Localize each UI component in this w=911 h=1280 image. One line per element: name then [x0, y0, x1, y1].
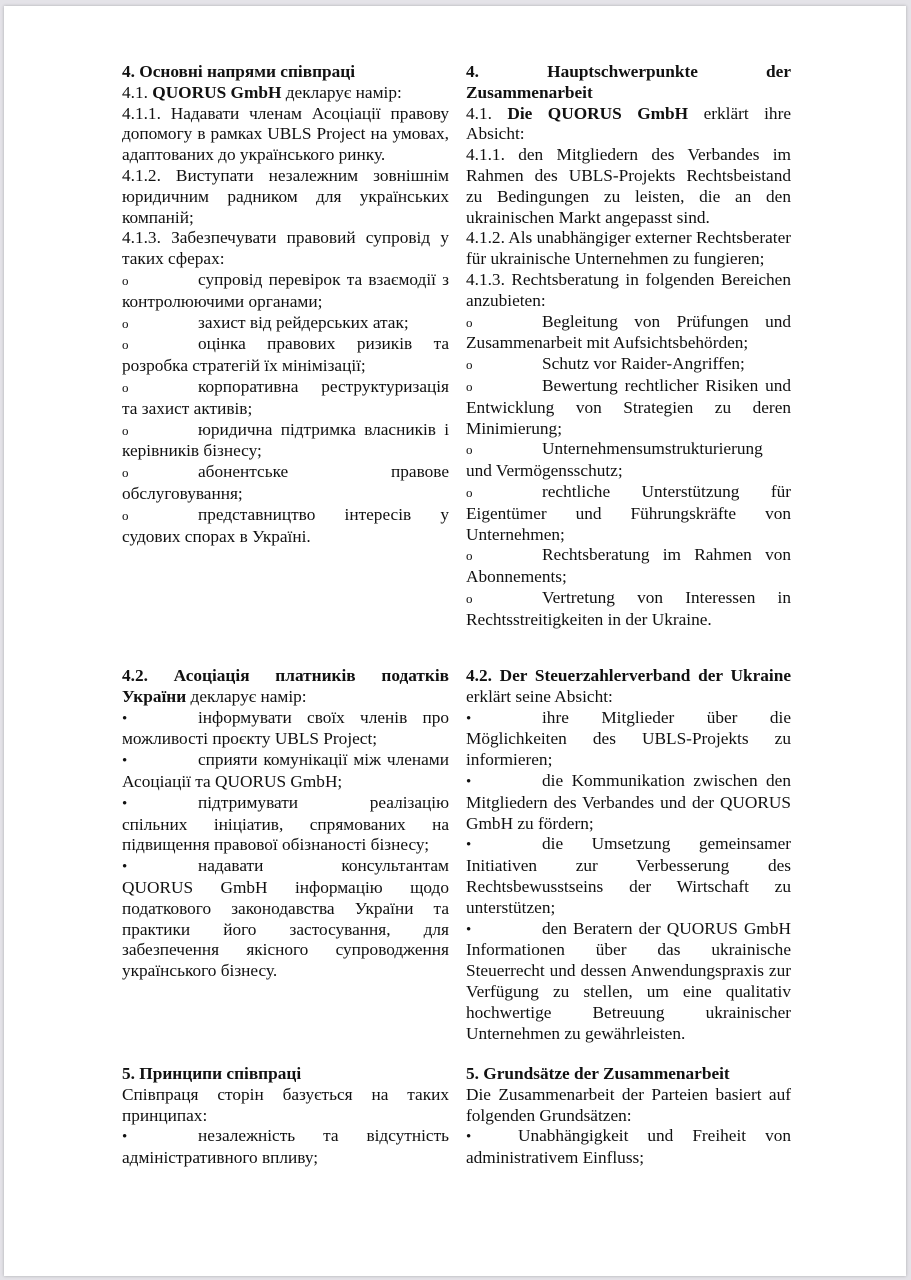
- list-item-text: захист від рейдерських атак;: [198, 312, 409, 332]
- list-item: [122, 420, 449, 463]
- circle-bullet-icon: o: [466, 590, 473, 606]
- list-item: [122, 856, 449, 982]
- list-item: [466, 771, 791, 834]
- clause-4-1-1: 4.1.1. den Mitgliedern des Verbandes im Rahmen des UBLS-Projekts Rechtsbeistand zu Bedingungen zu leisten, die an den ukrainischen Markt angepasst sind.: [466, 145, 791, 227]
- list-item: [466, 588, 791, 631]
- party-name: 4.2. Асоціація платників податків України: [122, 666, 449, 706]
- clause-text: erklärt seine Absicht:: [466, 686, 613, 706]
- list-item-text: надавати консультантам QUORUS GmbH інформацію щодо податкового законодавства України та практики його застосування, для забезпечення якісного супроводження українського бізнесу.: [122, 856, 449, 981]
- clause-number: 4.1.: [122, 82, 148, 102]
- list-item: [466, 439, 791, 482]
- list-item-text: die Umsetzung gemeinsamer Initiativen zur Verbesserung des Rechtsbewusstseins der Wirtschaft zu unterstützen;: [466, 834, 791, 917]
- list-item: [122, 377, 449, 420]
- list-item: [122, 334, 449, 377]
- list-item: [466, 1126, 791, 1169]
- circle-bullet-icon: o: [466, 442, 473, 458]
- bullet-icon: •: [466, 1129, 472, 1146]
- list-item: [122, 462, 449, 505]
- list-item-text: Bewertung rechtlicher Risiken und Entwicklung von Strategien zu deren Minimierung;: [466, 375, 791, 438]
- circle-bullet-icon: o: [122, 337, 129, 353]
- clause-4-1-2: 4.1.2. Als unabhängiger externer Rechtsberater für ukrainische Unternehmen zu fungieren;: [466, 228, 791, 269]
- section-intro: Die Zusammenarbeit der Parteien basiert auf folgenden Grundsätzen:: [466, 1084, 791, 1125]
- list-item-text: den Beratern der QUORUS GmbH Informationen über das ukrainische Steuerrecht und dessen Anwendungspraxis zur Verfügung zu stellen, um eine qualitativ hochwertige Betreuung ukrainischer Unternehmen zu gewährleisten.: [466, 918, 791, 1043]
- heading-word: Hauptschwerpunkte: [547, 62, 698, 81]
- list-item-text: корпоративна реструктуризація та захист активів;: [122, 376, 449, 418]
- list-item-text: абонентське правове обслуговування;: [122, 462, 449, 503]
- list-item-text: незалежність та відсутність адміністративного впливу;: [122, 1126, 449, 1168]
- list-item-text: Vertretung von Interessen in Rechtsstreitigkeiten in der Ukraine.: [466, 587, 791, 629]
- list-item: [466, 834, 791, 918]
- list-item-text: Unabhängigkeit und Freiheit von administrativem Einfluss;: [466, 1126, 791, 1168]
- section-heading: 4. Основні напрями співпраці: [122, 62, 356, 81]
- list-item: [466, 708, 791, 771]
- clause-4-1: [466, 104, 791, 146]
- section-heading: 5. Grundsätze der Zusammenarbeit: [466, 1064, 730, 1083]
- german-column: [466, 6, 791, 1276]
- list-item-text: підтримувати реалізацію спільних ініціатив, спрямованих на підвищення правової обізнаності бізнесу;: [122, 792, 449, 855]
- list-item: [466, 482, 791, 545]
- circle-bullet-icon: o: [466, 548, 473, 564]
- ukrainian-column: [122, 6, 449, 1276]
- circle-bullet-icon: o: [466, 378, 473, 394]
- list-item-text: оцінка правових ризиків та розробка стратегій їх мінімізації;: [122, 334, 449, 376]
- list-item: [122, 793, 449, 856]
- bullet-icon: •: [122, 795, 128, 812]
- bullet-icon: •: [466, 710, 472, 727]
- section-heading-line2: Zusammenarbeit: [466, 82, 593, 102]
- clause-4-2: [466, 666, 791, 708]
- list-item-text: die Kommunikation zwischen den Mitgliedern des Verbandes und der QUORUS GmbH zu fördern;: [466, 770, 791, 833]
- section-heading: [466, 62, 791, 83]
- heading-word: der: [766, 62, 791, 81]
- list-item-text: представництво інтересів у судових спорах в Україні.: [122, 504, 449, 546]
- section-4-2-de: [466, 666, 791, 1044]
- section-heading: 5. Принципи співпраці: [122, 1064, 302, 1083]
- section-4-de: [466, 62, 791, 631]
- section-4-ua: [122, 62, 449, 547]
- list-item: [122, 270, 449, 313]
- list-item-text: юридична підтримка власників і керівників бізнесу;: [122, 419, 449, 461]
- section-5-de: [466, 1064, 791, 1169]
- list-item-text: Rechtsberatung im Rahmen von Abonnements;: [466, 545, 791, 587]
- circle-bullet-icon: o: [466, 357, 473, 373]
- circle-bullet-icon: o: [122, 379, 129, 395]
- bullet-icon: •: [122, 859, 128, 876]
- bullet-icon: •: [122, 753, 128, 770]
- clause-4-1-3: 4.1.3. Забезпечувати правовий супровід у таких сферах:: [122, 228, 449, 269]
- clause-4-1-1: 4.1.1. Надавати членам Асоціації правову допомогу в рамках UBLS Project на умовах, адаптованих до українського ринку.: [122, 103, 449, 165]
- bullet-icon: •: [122, 710, 128, 727]
- list-item-text: сприяти комунікації між членами Асоціації та QUORUS GmbH;: [122, 750, 449, 791]
- bullet-icon: •: [466, 921, 472, 938]
- circle-bullet-icon: o: [466, 484, 473, 500]
- heading-number: 4.: [466, 62, 479, 81]
- circle-bullet-icon: o: [122, 272, 129, 288]
- list-item-text: Schutz vor Raider-Angriffen;: [542, 354, 745, 374]
- bullet-icon: •: [466, 837, 472, 854]
- list-item-text: Unternehmensumstrukturierung und Vermögensschutz;: [466, 439, 763, 481]
- list-item: [466, 312, 791, 355]
- clause-text: erklärt ihre Absicht:: [466, 103, 791, 144]
- bullet-icon: •: [122, 1129, 128, 1146]
- list-item: [122, 313, 449, 335]
- party-name: QUORUS GmbH: [152, 82, 282, 102]
- list-item-text: Begleitung von Prüfungen und Zusammenarbeit mit Aufsichtsbehörden;: [466, 311, 791, 353]
- list-item: [122, 1126, 449, 1169]
- list-item: [122, 750, 449, 793]
- list-item: [466, 354, 791, 376]
- document-page: [4, 6, 906, 1276]
- clause-4-1: [122, 83, 449, 104]
- list-item: [466, 376, 791, 439]
- clause-number: 4.1.: [466, 103, 492, 123]
- list-item-text: ihre Mitglieder über die Möglichkeiten des UBLS-Projekts zu informieren;: [466, 707, 791, 770]
- circle-bullet-icon: o: [122, 422, 129, 438]
- clause-text: декларує намір:: [281, 82, 402, 102]
- circle-bullet-icon: o: [122, 507, 129, 523]
- party-name: 4.2. Der Steuerzahlerverband der Ukraine: [466, 666, 791, 685]
- clause-4-2: [122, 666, 449, 708]
- clause-text: декларує намір:: [186, 686, 307, 706]
- circle-bullet-icon: o: [122, 465, 129, 481]
- party-name: Die QUORUS GmbH: [507, 103, 689, 123]
- section-4-2-ua: [122, 666, 449, 982]
- list-item-text: інформувати своїх членів про можливості проєкту UBLS Project;: [122, 707, 449, 749]
- clause-4-1-2: 4.1.2. Виступати незалежним зовнішнім юридичним радником для українських компаній;: [122, 165, 449, 227]
- section-intro: Співпраця сторін базується на таких принципах:: [122, 1084, 449, 1125]
- list-item: [122, 505, 449, 548]
- list-item-text: rechtliche Unterstützung für Eigentümer und Führungskräfte von Unternehmen;: [466, 481, 791, 544]
- bullet-icon: •: [466, 773, 472, 790]
- circle-bullet-icon: o: [122, 315, 129, 331]
- list-item: [466, 919, 791, 1045]
- list-item: [122, 708, 449, 751]
- clause-4-1-3: 4.1.3. Rechtsberatung in folgenden Bereichen anzubieten:: [466, 269, 791, 310]
- section-5-ua: [122, 1064, 449, 1169]
- list-item: [466, 545, 791, 588]
- list-item-text: супровід перевірок та взаємодії з контролюючими органами;: [122, 269, 449, 311]
- circle-bullet-icon: o: [466, 314, 473, 330]
